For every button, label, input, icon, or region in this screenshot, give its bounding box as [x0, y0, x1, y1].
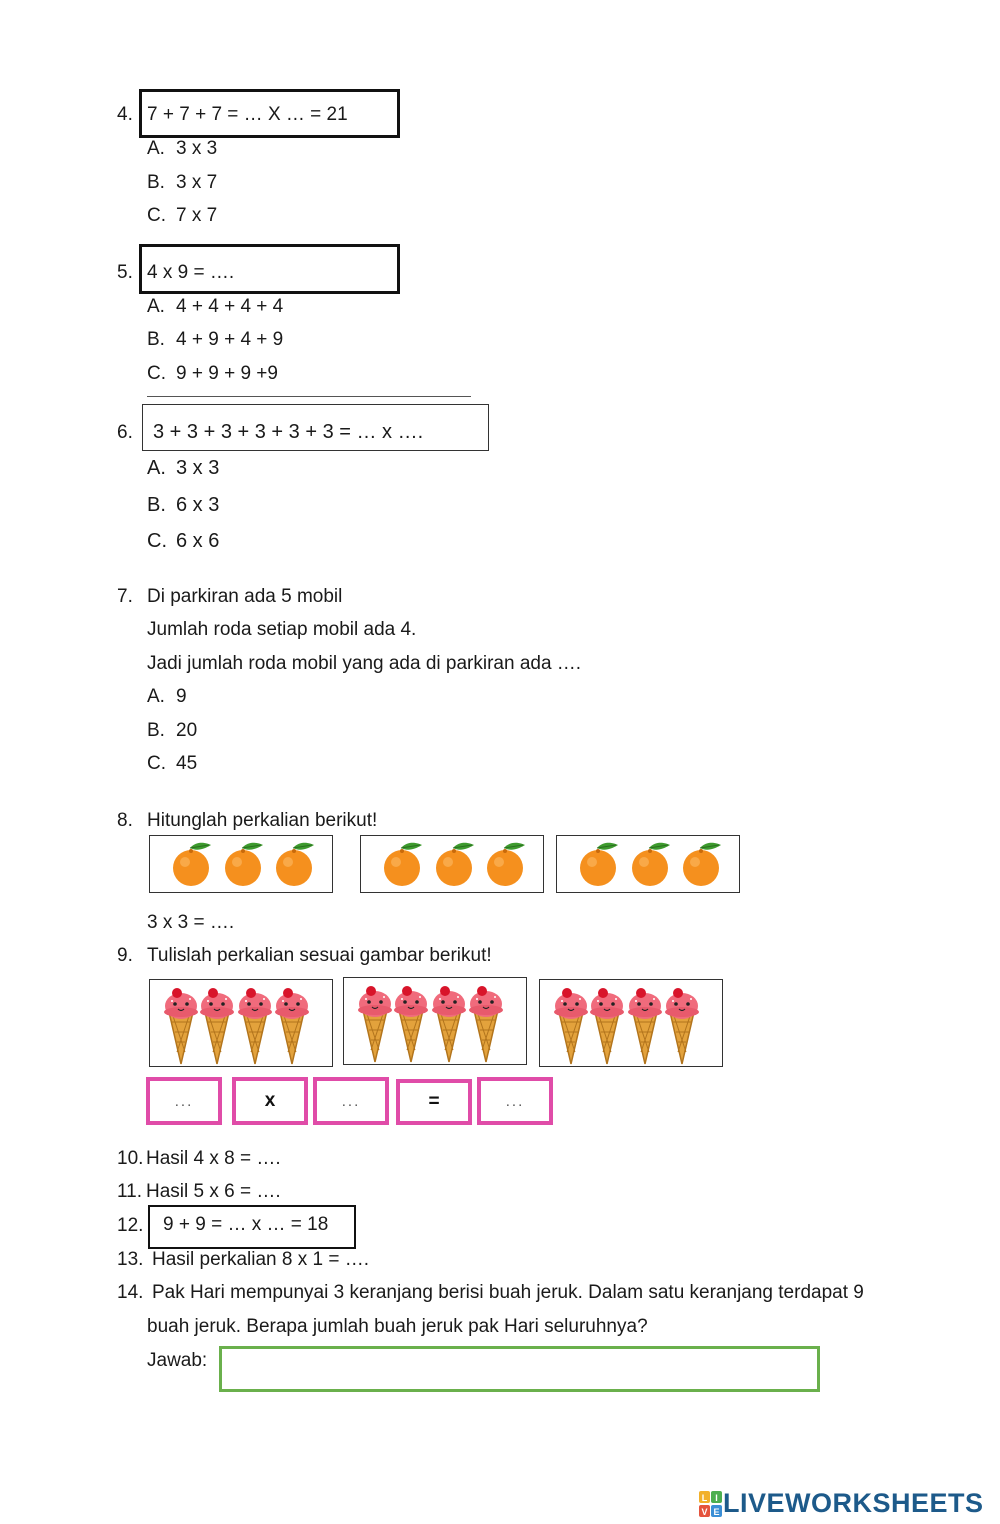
ice-cream-icon — [394, 986, 428, 1062]
q7-line-1: Di parkiran ada 5 mobil — [147, 586, 343, 607]
q5-option-c[interactable]: 9 + 9 + 9 +9 — [176, 363, 278, 384]
ice-cream-icon — [469, 986, 503, 1062]
q6-option-a-letter[interactable]: A. — [147, 457, 166, 479]
q12-text: 9 + 9 = … x … = 18 — [163, 1214, 329, 1235]
q13-text: Hasil perkalian 8 x 1 = …. — [152, 1249, 370, 1270]
orange-icon — [580, 843, 618, 886]
ice-cream-icon — [590, 988, 624, 1064]
q8-equation: 3 x 3 = …. — [147, 912, 235, 933]
icecream-group-3 — [539, 979, 723, 1067]
svg-text:L: L — [701, 1492, 708, 1503]
q11-number: 11. — [117, 1181, 143, 1202]
orange-group-1 — [149, 835, 333, 893]
ice-cream-icon — [554, 988, 588, 1064]
liveworksheets-wordmark: LIVEWORKSHEETS — [723, 1488, 984, 1518]
q7-option-c-letter[interactable]: C. — [147, 753, 166, 774]
q9-number: 9. — [117, 945, 133, 966]
q9-answer-box-3[interactable]: ... — [477, 1077, 553, 1125]
orange-icon — [683, 843, 721, 886]
q7-line-2: Jumlah roda setiap mobil ada 4. — [147, 619, 417, 640]
q4-option-b-letter[interactable]: B. — [147, 172, 165, 193]
orange-icon — [384, 843, 422, 886]
ice-cream-icon — [358, 986, 392, 1062]
svg-text:I: I — [715, 1492, 718, 1503]
q14-number: 14. — [117, 1282, 144, 1303]
orange-group-3 — [556, 835, 740, 893]
q5-number: 5. — [117, 262, 133, 283]
orange-icon — [632, 843, 670, 886]
q4-option-c[interactable]: 7 x 7 — [176, 205, 218, 226]
ice-cream-icon — [628, 988, 662, 1064]
q6-option-a[interactable]: 3 x 3 — [176, 457, 220, 479]
q6-option-b[interactable]: 6 x 3 — [176, 494, 220, 516]
liveworksheets-icon — [699, 1489, 723, 1519]
q14-answer-input[interactable] — [219, 1346, 820, 1392]
ice-cream-icon — [238, 988, 272, 1064]
q7-option-a-letter[interactable]: A. — [147, 686, 165, 707]
icecream-group-1 — [149, 979, 333, 1067]
icecream-group-2 — [343, 977, 527, 1065]
q5-stem: 4 x 9 = …. — [147, 262, 235, 283]
q14-answer-label: Jawab: — [147, 1350, 208, 1371]
q7-option-c[interactable]: 45 — [176, 753, 198, 774]
q5-option-a[interactable]: 4 + 4 + 4 + 4 — [176, 296, 284, 317]
q4-number: 4. — [117, 104, 133, 125]
q11-text: Hasil 5 x 6 = …. — [146, 1181, 281, 1202]
q10-number: 10. — [117, 1148, 144, 1169]
q9-answer-box-2[interactable]: ... — [313, 1077, 389, 1125]
ice-cream-icon — [164, 988, 198, 1064]
liveworksheets-logo — [699, 1488, 984, 1519]
q4-option-a-letter[interactable]: A. — [147, 138, 165, 159]
svg-text:E: E — [713, 1506, 720, 1517]
ice-cream-icon — [432, 986, 466, 1062]
q6-option-c-letter[interactable]: C. — [147, 530, 167, 552]
q10-text: Hasil 4 x 8 = …. — [146, 1148, 281, 1169]
q13-number: 13. — [117, 1249, 144, 1270]
q4-option-c-letter[interactable]: C. — [147, 205, 166, 226]
q14-line-1: Pak Hari mempunyai 3 keranjang berisi buah jeruk. Dalam satu keranjang terdapat 9 — [152, 1282, 864, 1303]
q6-number: 6. — [117, 422, 133, 443]
orange-icon — [173, 843, 211, 886]
orange-icon — [225, 843, 263, 886]
q7-option-a[interactable]: 9 — [176, 686, 187, 707]
ice-cream-icon — [665, 988, 699, 1064]
orange-icon — [436, 843, 474, 886]
q12-number: 12. — [117, 1215, 144, 1236]
orange-icon — [487, 843, 525, 886]
q7-option-b-letter[interactable]: B. — [147, 720, 165, 741]
q4-stem: 7 + 7 + 7 = … X … = 21 — [147, 104, 348, 125]
q5-divider — [147, 396, 471, 397]
ice-cream-icon — [200, 988, 234, 1064]
q4-option-a[interactable]: 3 x 3 — [176, 138, 218, 159]
q6-stem: 3 + 3 + 3 + 3 + 3 + 3 = … x …. — [153, 421, 424, 443]
ice-cream-icon — [275, 988, 309, 1064]
q9-operator-equals: = — [396, 1079, 472, 1125]
q5-option-a-letter[interactable]: A. — [147, 296, 165, 317]
q7-number: 7. — [117, 586, 133, 607]
q9-instruction: Tulislah perkalian sesuai gambar berikut! — [147, 945, 492, 966]
q5-option-b-letter[interactable]: B. — [147, 329, 165, 350]
q8-number: 8. — [117, 810, 133, 831]
orange-icon — [276, 843, 314, 886]
q5-option-c-letter[interactable]: C. — [147, 363, 166, 384]
q9-operator-times: x — [232, 1077, 308, 1125]
q4-option-b[interactable]: 3 x 7 — [176, 172, 218, 193]
q8-instruction: Hitunglah perkalian berikut! — [147, 810, 378, 831]
q6-option-c[interactable]: 6 x 6 — [176, 530, 220, 552]
q6-option-b-letter[interactable]: B. — [147, 494, 166, 516]
q14-line-2: buah jeruk. Berapa jumlah buah jeruk pak Hari seluruhnya? — [147, 1316, 648, 1337]
orange-group-2 — [360, 835, 544, 893]
q5-option-b[interactable]: 4 + 9 + 4 + 9 — [176, 329, 284, 350]
q7-option-b[interactable]: 20 — [176, 720, 198, 741]
q9-answer-box-1[interactable]: ... — [146, 1077, 222, 1125]
q7-line-3: Jadi jumlah roda mobil yang ada di parkiran ada …. — [147, 653, 582, 674]
svg-text:V: V — [701, 1506, 708, 1517]
